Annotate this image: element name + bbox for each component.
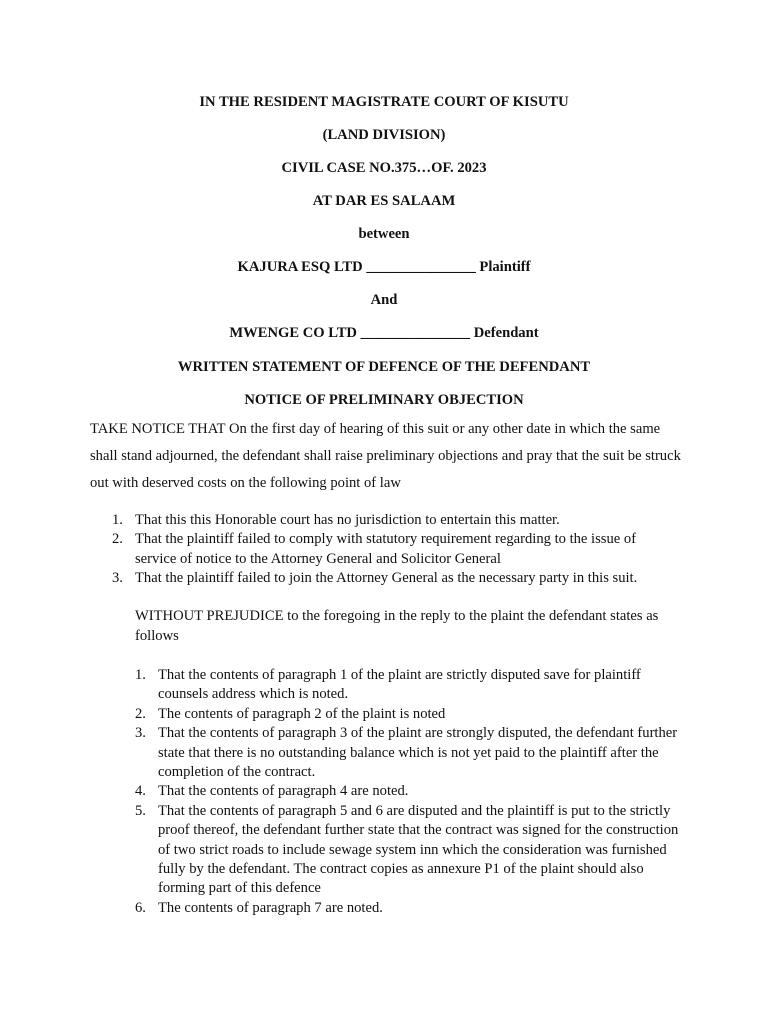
list-item-text: That the contents of paragraph 3 of the plaint are strongly disputed, the defendant further state that there is no outstanding balance which is not yet paid to the plaintiff after the completion of the contract.	[158, 725, 678, 781]
plaintiff-line: KAJURA ESQ LTD _______________ Plaintiff	[237, 259, 531, 275]
list-item	[112, 511, 675, 530]
list-item-text: That the contents of paragraph 5 and 6 are disputed and the plaintiff is put to the strictly proof thereof, the defendant further state that the contract was signed for the construction of two strict roads to include sewage system inn which the consideration was furnished fully by the defendant. The contract copies as annexure P1 of the plaint should also forming part of this defence	[158, 802, 679, 897]
list-number: 3.	[135, 725, 146, 742]
list-item	[135, 666, 680, 705]
notice-paragraph: TAKE NOTICE THAT On the first day of hearing of this suit or any other date in which the same shall stand adjourned, the defendant shall raise preliminary objections and pray that the suit be struck out with deserved costs on the following point of law	[90, 421, 681, 491]
list-number: 1.	[112, 512, 123, 528]
objections-list	[112, 511, 675, 589]
document-subtitle: NOTICE OF PRELIMINARY OBJECTION	[244, 392, 524, 408]
defendant-line: MWENGE CO LTD _______________ Defendant	[229, 325, 539, 341]
document-title: WRITTEN STATEMENT OF DEFENCE OF THE DEFENDANT	[177, 359, 591, 375]
and-label: And	[370, 292, 398, 308]
list-item	[135, 705, 680, 724]
list-number: 3.	[112, 570, 123, 587]
list-item-text: That the plaintiff failed to comply with statutory requirement regarding to the issue of service of notice to the Attorney General and Solicitor General	[135, 531, 637, 567]
list-number: 2.	[112, 531, 123, 548]
list-item	[135, 724, 680, 782]
replies-list	[135, 666, 680, 918]
list-item-text: The contents of paragraph 2 of the plaint is noted	[158, 705, 446, 722]
list-item	[135, 899, 680, 918]
location-heading: AT DAR ES SALAAM	[312, 193, 456, 209]
list-number: 6.	[135, 899, 146, 916]
list-item	[112, 530, 675, 569]
list-number: 4.	[135, 783, 146, 800]
division-heading: (LAND DIVISION)	[322, 127, 446, 143]
list-item	[135, 802, 680, 899]
list-number: 2.	[135, 705, 146, 722]
list-item-text: The contents of paragraph 7 are noted.	[158, 899, 383, 916]
list-number: 5.	[135, 802, 146, 819]
between-label: between	[358, 226, 410, 242]
list-item-text: That the contents of paragraph 4 are noted.	[158, 783, 409, 800]
case-number: CIVIL CASE NO.375…OF. 2023	[281, 160, 487, 176]
list-item-text: That the plaintiff failed to join the Attorney General as the necessary party in this suit.	[135, 570, 638, 587]
court-heading: IN THE RESIDENT MAGISTRATE COURT OF KISUTU	[199, 94, 569, 110]
without-prejudice-paragraph: WITHOUT PREJUDICE to the foregoing in the reply to the plaint the defendant states as follows	[135, 608, 659, 644]
list-item-text: That this this Honorable court has no jurisdiction to entertain this matter.	[135, 512, 560, 528]
list-item	[112, 569, 675, 588]
list-item	[135, 782, 680, 801]
list-number: 1.	[135, 667, 146, 683]
list-item-text: That the contents of paragraph 1 of the plaint are strictly disputed save for plaintiff counsels address which is noted.	[158, 667, 641, 703]
